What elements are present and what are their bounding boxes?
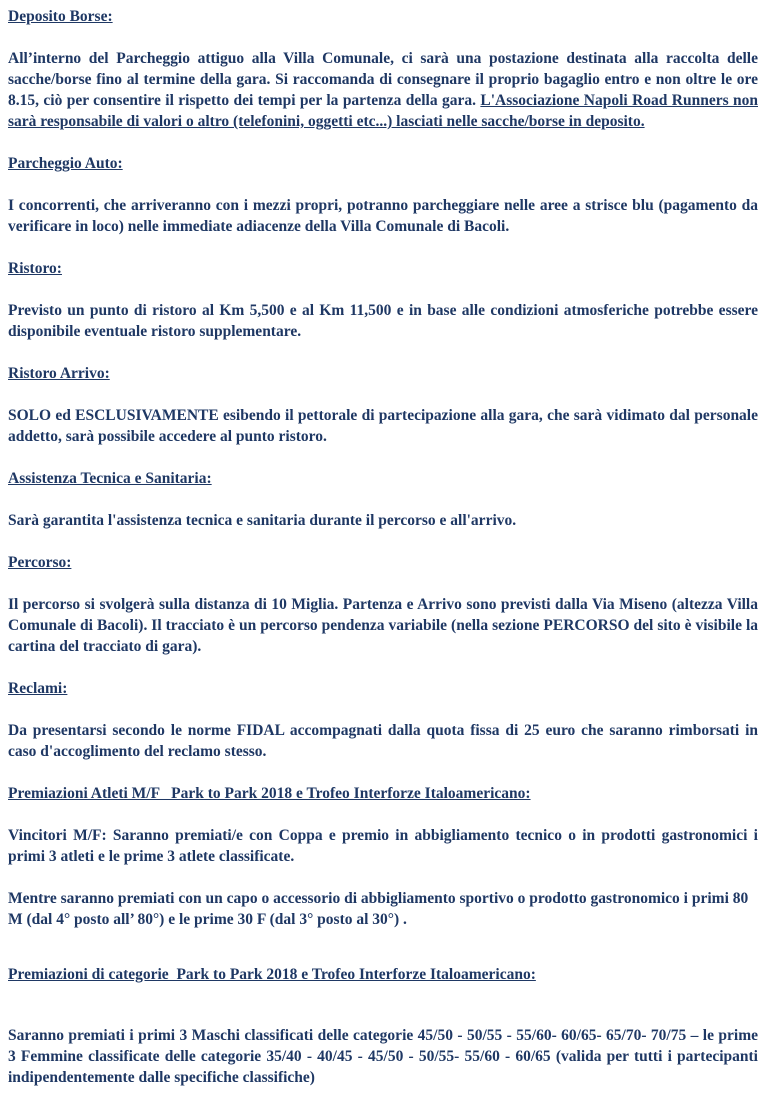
heading-parcheggio-auto: Parcheggio Auto: [8, 155, 123, 172]
heading-reclami: Reclami: [8, 680, 68, 697]
deposito-underlined-notice: L'Associazione Napoli Road Runners non sarà responsabile di valori o altro (telefonini, oggetti etc...) lasciati nelle sacche/borse in deposito. [8, 92, 758, 130]
document-page [8, 6, 758, 1088]
heading-deposito-borse: Deposito Borse: [8, 8, 113, 25]
paragraph-parcheggio-auto: I concorrenti, che arriveranno con i mezzi propri, potranno parcheggiare nelle aree a strisce blu (pagamento da verificare in loco) nelle immediate adiacenze della Villa Comunale di Bacoli. [8, 197, 758, 235]
heading-ristoro-arrivo: Ristoro Arrivo: [8, 365, 110, 382]
paragraph-assistenza: Sarà garantita l'assistenza tecnica e sanitaria durante il percorso e all'arrivo. [8, 512, 517, 529]
paragraph-ristoro: Previsto un punto di ristoro al Km 5,500 e al Km 11,500 e in base alle condizioni atmosferiche potrebbe essere disponibile eventuale ristoro supplementare. [8, 302, 758, 340]
heading-premiazioni-atleti: Premiazioni Atleti M/F Park to Park 2018 e Trofeo Interforze Italoamericano: [8, 785, 531, 802]
deposito-text: All’interno del Parcheggio attiguo alla Villa Comunale, ci sarà una postazione destinata alla raccolta delle sacche/borse fino al termine della gara. Si raccomanda di consegnare il proprio bagaglio entro e non oltre le ore 8.15, ciò per consentire il rispetto dei tempi per la partenza della gara. [8, 50, 758, 109]
paragraph-deposito-borse [8, 48, 758, 132]
paragraph-categorie: Saranno premiati i primi 3 Maschi classificati delle categorie 45/50 - 50/55 - 55/60- 60/65- 65/70- 70/75 – le prime 3 Femmine classificate delle categorie 35/40 - 40/45 - 45/50 - 50/55- 55/60 - 60/65 (valida per tutti i partecipanti indipendentemente dalle specifiche classifiche) [8, 1027, 758, 1086]
paragraph-vincitori: Vincitori M/F: Saranno premiati/e con Coppa e premio in abbigliamento tecnico o in prodotti gastronomici i primi 3 atleti e le prime 3 atlete classificate. [8, 827, 758, 865]
heading-percorso: Percorso: [8, 554, 72, 571]
heading-premiazioni-categorie: Premiazioni di categorie Park to Park 2018 e Trofeo Interforze Italoamericano: [8, 966, 536, 983]
heading-ristoro: Ristoro: [8, 260, 62, 277]
paragraph-percorso: Il percorso si svolgerà sulla distanza di 10 Miglia. Partenza e Arrivo sono previsti dalla Via Miseno (altezza Villa Comunale di Bacoli). Il tracciato è un percorso pendenza variabile (nella sezione PERCORSO del sito è visibile la cartina del tracciato di gara). [8, 596, 758, 655]
paragraph-reclami: Da presentarsi secondo le norme FIDAL accompagnati dalla quota fissa di 25 euro che saranno rimborsati in caso d'accoglimento del reclamo stesso. [8, 722, 758, 760]
heading-assistenza: Assistenza Tecnica e Sanitaria: [8, 470, 212, 487]
paragraph-ristoro-arrivo: SOLO ed ESCLUSIVAMENTE esibendo il pettorale di partecipazione alla gara, che sarà vidimato dal personale addetto, sarà possibile accedere al punto ristoro. [8, 407, 758, 445]
paragraph-mentre: Mentre saranno premiati con un capo o accessorio di abbigliamento sportivo o prodotto gastronomico i primi 80 M (dal 4° posto all’ 80°) e le prime 30 F (dal 3° posto al 30°) . [8, 890, 749, 928]
